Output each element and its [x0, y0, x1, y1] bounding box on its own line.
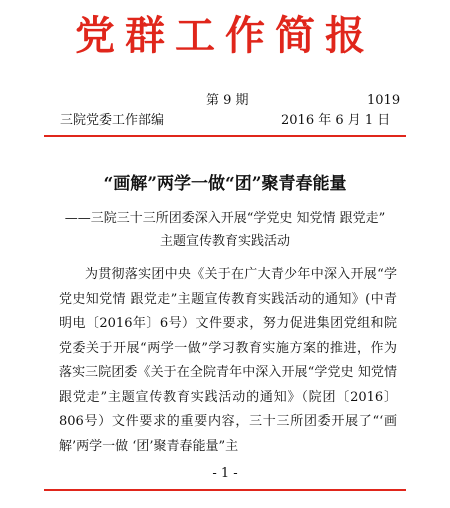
article-body: [59, 263, 397, 459]
article-title: “画解”两学一做“团”聚青春能量: [103, 174, 347, 194]
page-number: - 1 -: [212, 466, 238, 481]
date-label: 2016 年 6 月 1 日: [281, 113, 391, 128]
issue-label: 第 9 期: [206, 93, 249, 108]
department-label: 三院党委工作部编: [60, 113, 165, 128]
article-subtitle-line2: 主题宣传教育实践活动: [159, 234, 290, 249]
masthead-title: 党群工作简报: [75, 12, 375, 59]
article-subtitle-line1: ——三院三十三所团委深入开展“学党史 知党情 跟党走”: [64, 211, 386, 226]
footer-divider: [44, 489, 406, 491]
header-divider: [44, 135, 406, 137]
document-number: 1019: [367, 93, 401, 108]
body-paragraph: 为贯彻落实团中央《关于在广大青少年中深入开展“学党史知党情 跟党走”主题宣传教育实践活动的通知》(中青明电〔2016年〕6号）文件要求，努力促进集团党组和院党委关于开展“两学一做”学习教育实施方案的推进，作为落实三院团委《关于在全院青年中深入开展“学党史 知党情 跟党走”主题宣传教育实践活动的通知》（院团〔2016〕806号）文件要求的重要内容，三十三所团委开展了“‘画解’两学一做 ‘团’聚青春能量”主: [59, 267, 397, 454]
